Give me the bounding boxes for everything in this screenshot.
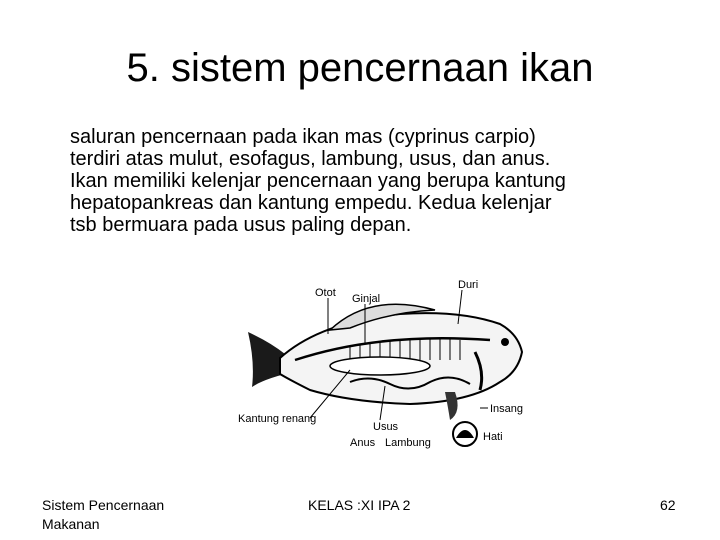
- body-line: tsb bermuara pada usus paling depan.: [70, 214, 412, 236]
- footer-course-line: Makanan: [42, 516, 100, 532]
- footer-course-line: Sistem Pencernaan: [42, 497, 165, 513]
- footer-course-name: [42, 496, 164, 534]
- body-line: terdiri atas mulut, esofagus, lambung, usus, dan anus.: [70, 148, 551, 170]
- body-paragraph: [70, 126, 680, 236]
- label-duri: Duri: [458, 279, 479, 291]
- fish-anatomy-diagram: [200, 262, 600, 494]
- label-usus: Usus: [373, 421, 399, 433]
- label-kantung-renang: Kantung renang: [238, 413, 317, 425]
- label-insang: Insang: [490, 403, 524, 415]
- page-number: 62: [660, 497, 676, 513]
- label-hati: Hati: [483, 431, 503, 443]
- pectoral-fin: [445, 392, 458, 420]
- swim-bladder: [330, 357, 430, 375]
- body-line: saluran pencernaan pada ikan mas (cyprinus carpio): [70, 126, 536, 148]
- body-line: hepatopankreas dan kantung empedu. Kedua kelenjar: [70, 192, 552, 214]
- label-ginjal: Ginjal: [352, 293, 381, 305]
- label-otot: Otot: [315, 287, 336, 299]
- eye: [501, 338, 509, 346]
- slide-title: 5. sistem pencernaan ikan: [126, 46, 594, 90]
- footer-class: KELAS :XI IPA 2: [308, 497, 411, 513]
- body-line: Ikan memiliki kelenjar pencernaan yang berupa kantung: [70, 170, 566, 192]
- label-anus: Anus: [350, 437, 376, 449]
- label-lambung: Lambung: [385, 437, 431, 449]
